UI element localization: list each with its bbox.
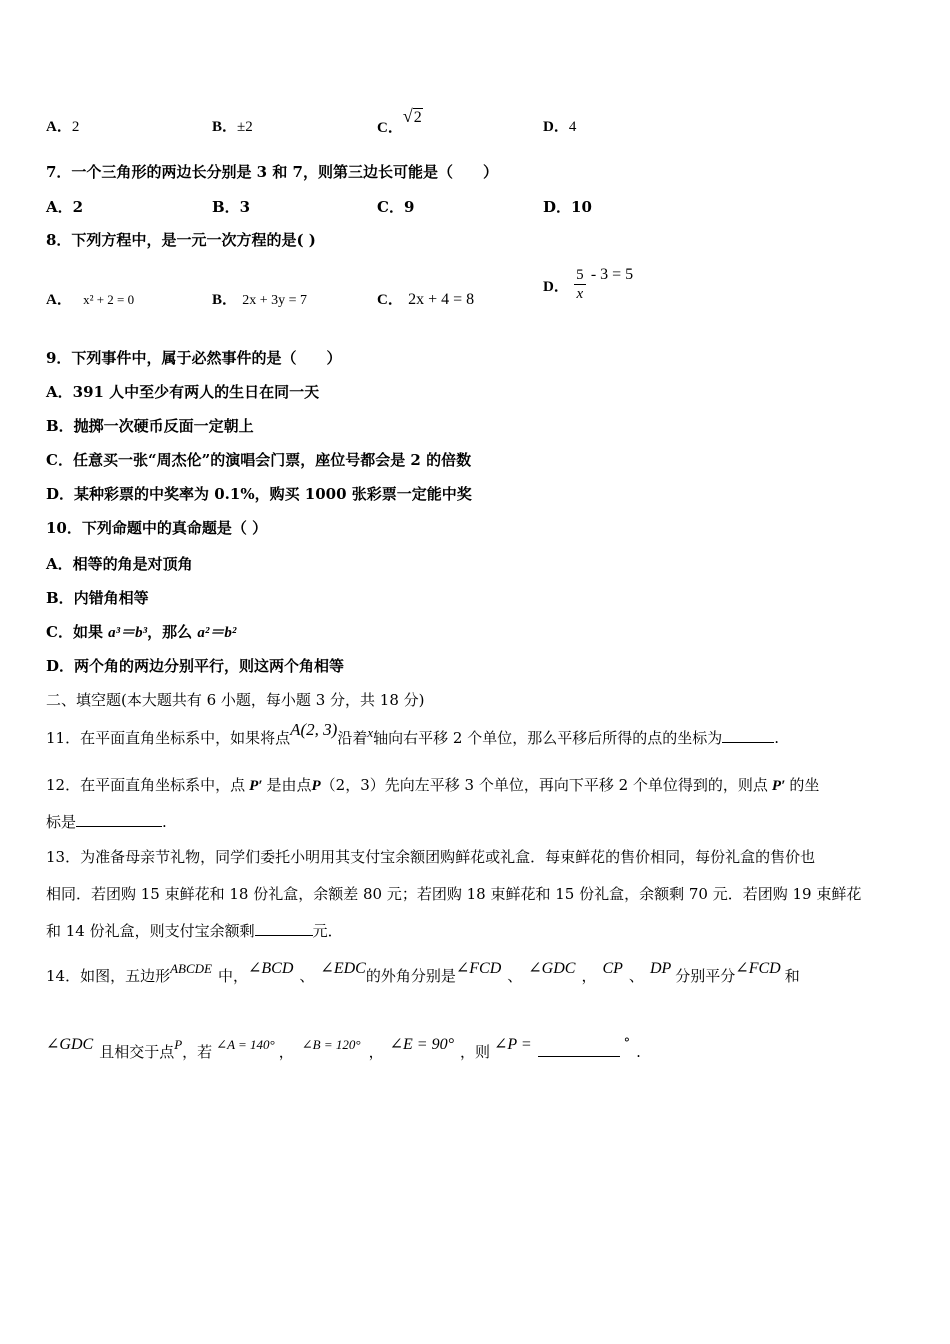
q7-option-d: D．10 [543,198,592,216]
q14-t7: 分别平分 [675,967,736,985]
q14-degree: ° [623,1036,631,1051]
q14-cond-angle-a: ∠A = 140° [216,1037,275,1052]
q14-angle-fcd-2: ∠FCD [735,960,781,977]
q8-option-b [212,289,307,311]
q12-line1 [46,775,819,796]
q14-angle-fcd: ∠FCD [455,960,502,977]
q14-t5: ， [581,967,597,985]
q14-pentagon: ABCDE [170,961,212,976]
q12-line2-text: 标是 [46,813,77,831]
q14-angle-gdc-2: ∠GDC [46,1036,94,1053]
q11-answer-blank [722,728,774,743]
q6-option-c [377,106,423,136]
q14-segment-cp: CP [602,960,623,977]
q14-answer-blank [538,1042,620,1057]
q8-a-label: A． [46,292,72,308]
q11 [46,720,779,749]
q9-option-d: D．某种彩票的中奖率为 0.1%，购买 1000 张彩票一定能中奖 [46,485,472,503]
q11-point: A(2, 3) [290,720,338,739]
q8-b-expr: 2x + 3y = 7 [242,293,308,308]
q14-angle-bcd: ∠BCD [248,960,294,977]
sqrt-expression: √2 [402,106,422,126]
q14-t6: 、 [628,967,644,985]
q13-line1: 13．为准备母亲节礼物，同学们委托小明用其支付宝余额团购鲜花或礼盒．每束鲜花的售价相同，每份礼盒的售价也 [46,848,816,866]
q14-angle-gdc: ∠GDC [528,960,576,977]
q11-mid: 沿着 [337,729,368,747]
q13-line3 [46,921,343,941]
section-heading: 二、填空题(本大题共有 6 小题，每小题 3 分，共 18 分) [46,691,425,709]
q14-line1 [46,960,800,987]
q12-post: 的坐 [789,776,820,794]
q8-c-label: C． [377,292,403,308]
q12-point-p-prime-2: P′ [771,778,786,794]
q14-t3: 的外角分别是 [365,967,456,985]
q10-c-pre: C．如果 [46,623,109,641]
fraction [574,266,586,303]
q14-l2-t1: 且相交于点 [99,1043,175,1061]
q14-segment-dp: DP [649,960,672,977]
q14-angle-edc: ∠EDC [320,960,366,977]
q11-post: 轴向右平移 2 个单位，那么平移后所得的点的坐标为 [373,729,723,747]
q6-d-value: 4 [568,119,577,135]
q7-stem: 7．一个三角形的两边长分别是 3 和 7，则第三边长可能是（ ） [46,163,498,181]
q6-option-d [543,116,576,137]
q6-c-value: 2 [413,109,422,126]
q6-option-b [212,116,253,137]
q13-answer-blank [255,921,313,936]
q14-cond-angle-b: ∠B = 120° [301,1037,361,1052]
q8-b-label: B． [212,292,238,308]
q6-b-label: B． [212,119,238,135]
q14-t4: 、 [507,967,523,985]
q11-pre: 11．在平面直角坐标系中，如果将点 [46,729,291,747]
q6-b-value: ±2 [237,119,253,135]
q10-c-expr1: a³＝b³ [108,625,148,641]
q8-option-d [543,266,633,310]
q13-line2: 相同．若团购 15 束鲜花和 18 份礼盒，余额差 80 元；若团购 18 束鲜花和 15 份礼盒，余额剩 70 元．若团购 19 束鲜花 [46,885,862,903]
q10-option-c [46,622,236,643]
q10-option-d: D．两个角的两边分别平行，则这两个角相等 [46,657,345,675]
q8-d-denominator: x [576,286,584,302]
q14-t1: 中， [217,967,248,985]
q6-option-a [46,116,79,137]
q9-option-a: A．391 人中至少有两人的生日在同一天 [46,383,320,401]
q12-mid1: 是由点 [266,776,312,794]
q6-c-label: C． [377,120,403,136]
q9-option-c: C．任意买一张“周杰伦”的演唱会门票，座位号都会是 2 的倍数 [46,451,472,469]
q14-end: . [636,1043,641,1061]
q8-d-rest: - 3 = 5 [590,265,634,283]
q11-end: . [774,729,779,747]
q12-answer-blank [76,812,162,827]
q14-l2-t4: ， [368,1043,384,1061]
q10-option-b: B．内错角相等 [46,589,149,607]
q8-stem: 8．下列方程中，是一元一次方程的是( ) [46,231,316,249]
q10-option-a: A．相等的角是对顶角 [46,555,193,573]
q14-question-angle-p: ∠P = [493,1036,532,1053]
q8-c-expr: 2x + 4 = 8 [408,291,475,308]
q8-d-numerator: 5 [576,267,584,283]
q12-line2 [46,812,167,832]
q7-option-c: C．9 [377,198,415,216]
q8-a-expr: x² + 2 = 0 [83,292,135,307]
q14-line2 [46,1036,641,1064]
q13-line3-post: 元． [312,922,343,940]
q6-d-label: D． [543,119,569,135]
q14-pre: 14．如图，五边形 [46,967,171,985]
q10-c-mid: ，那么 [147,623,198,641]
q6-a-label: A． [46,119,72,135]
q8-option-c [377,289,474,310]
q14-point-p: P [174,1037,183,1052]
q12-end: . [162,813,167,831]
q10-c-expr2: a²＝b² [197,625,237,641]
q12-mid2: （2，3）先向左平移 3 个单位，再向下平移 2 个单位得到的，则点 [320,776,768,794]
q9-option-b: B．抛掷一次硬币反面一定朝上 [46,417,254,435]
q12-point-p: P [311,778,321,794]
q6-a-value: 2 [71,119,80,135]
q9-stem: 9．下列事件中，属于必然事件的是（ ） [46,349,342,367]
q14-cond-angle-e: ∠E = 90° [389,1036,454,1053]
q12-point-p-prime: P′ [249,778,263,794]
q14-t2: 、 [299,967,315,985]
q13-line3-pre: 和 14 份礼盒，则支付宝余额剩 [46,922,255,940]
q8-option-a [46,289,134,310]
q7-option-b: B．3 [212,198,251,216]
q11-axis: x [367,725,374,740]
q14-l2-t2: ，若 [182,1043,213,1061]
q14-l2-t5: ，则 [459,1043,490,1061]
q10-stem: 10．下列命题中的真命题是（ ） [46,519,268,537]
q14-l2-t3: ， [278,1043,294,1061]
q7-option-a: A．2 [46,198,84,216]
q14-t8: 和 [784,967,800,985]
q12-pre: 12．在平面直角坐标系中，点 [46,776,246,794]
q8-d-label: D． [543,278,569,295]
